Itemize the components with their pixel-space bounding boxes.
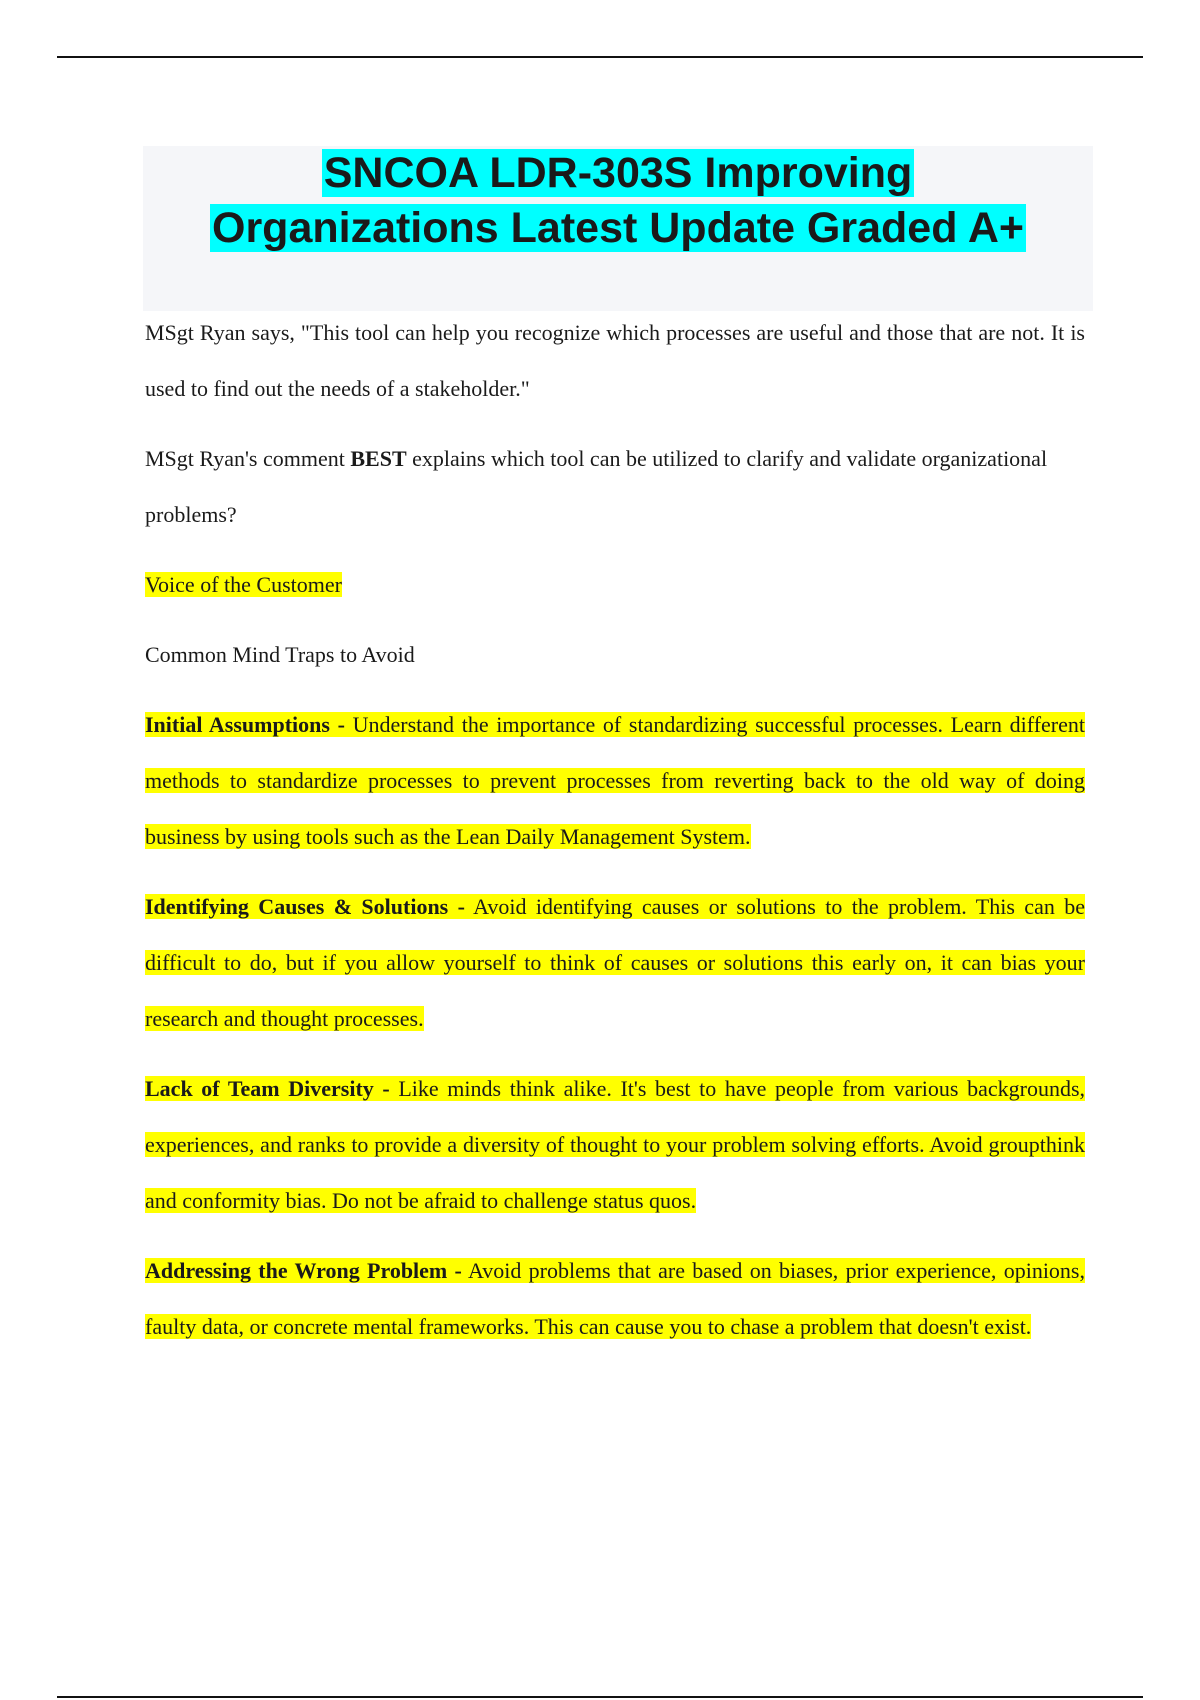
trap-term: Addressing the Wrong Problem - — [145, 1258, 462, 1283]
trap-term: Lack of Team Diversity - — [145, 1076, 390, 1101]
prompt-emphasis: BEST — [350, 446, 407, 471]
document-title — [143, 146, 1093, 256]
trap-term: Identifying Causes & Solutions - — [145, 894, 465, 919]
trap-item — [145, 879, 1085, 1047]
trap-description: Avoid identifying causes or solutions to the problem. This can be difficult to do, but if you allow yourself to think of causes or solutions this early on, it can bias your research and thought processes. — [145, 894, 1085, 1031]
trap-description: Avoid problems that are based on biases, prior experience, opinions, faulty data, or concrete mental frameworks. This can cause you to chase a problem that doesn't exist. — [145, 1258, 1085, 1339]
trap-item — [145, 1061, 1085, 1229]
question-prompt — [145, 431, 1085, 543]
trap-description: Understand the importance of standardizing successful processes. Learn different methods to standardize processes to prevent processes from reverting back to the old way of doing business by using tools such as the Lean Daily Management System. — [145, 712, 1085, 849]
top-divider — [57, 56, 1143, 58]
section-heading: Common Mind Traps to Avoid — [145, 642, 415, 667]
question-quote: MSgt Ryan says, "This tool can help you recognize which processes are useful and those that are not. It is used to find out the needs of a stakeholder." — [145, 320, 1085, 401]
title-block — [143, 146, 1093, 311]
prompt-text-before: MSgt Ryan's comment — [145, 446, 351, 471]
trap-item — [145, 697, 1085, 865]
document-body — [145, 305, 1085, 1355]
title-line-1: SNCOA LDR-303S Improving — [323, 149, 913, 197]
bottom-divider — [57, 1696, 1143, 1698]
answer — [145, 557, 1085, 613]
prompt-text-after: explains which tool can be utilized to clarify and validate organizational problems? — [145, 446, 1048, 527]
trap-description: Like minds think alike. It's best to have people from various backgrounds, experiences, and ranks to provide a diversity of thought to your problem solving efforts. Avoid groupthink and conformity bias. Do not be afraid to challenge status quos. — [145, 1076, 1086, 1213]
title-line-2: Organizations Latest Update Graded A+ — [212, 204, 1024, 252]
trap-term: Initial Assumptions - — [145, 712, 345, 737]
trap-item — [145, 1243, 1085, 1355]
answer-text: Voice of the Customer — [145, 572, 342, 597]
